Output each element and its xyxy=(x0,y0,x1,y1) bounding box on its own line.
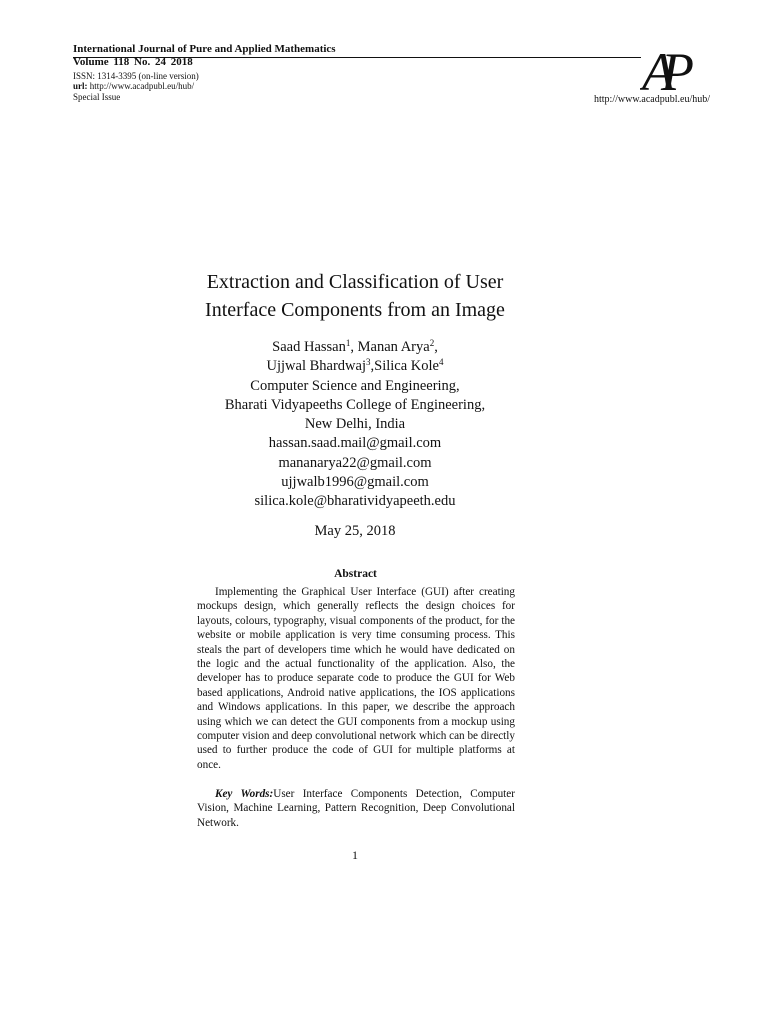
keywords-paragraph xyxy=(197,787,515,830)
paper-title-line-2: Interface Components from an Image xyxy=(205,299,505,321)
author-email[interactable]: silica.kole@bharatividyapeeth.edu xyxy=(254,493,456,510)
author-separator: , xyxy=(350,339,358,355)
author-line-1 xyxy=(130,338,580,357)
paper-date: May 25, 2018 xyxy=(314,523,396,539)
url-label: url: xyxy=(73,81,88,91)
publisher-url-link[interactable]: http://www.acadpubl.eu/hub/ xyxy=(594,94,710,105)
author-email[interactable]: hassan.saad.mail@gmail.com xyxy=(268,435,442,452)
author-block xyxy=(130,338,580,512)
author-affiliation-mark: 1 xyxy=(345,338,351,348)
keywords-text: User Interface Components Detection, Computer Vision, Machine Learning, Pattern Recognition, Deep Convolutional Network. xyxy=(197,788,515,829)
affiliation-line: Computer Science and Engineering, xyxy=(250,377,460,394)
author-name: Ujjwal Bhardwaj xyxy=(266,358,366,375)
author-name: Saad Hassan xyxy=(272,339,346,355)
special-issue-label: Special Issue xyxy=(73,92,121,102)
keywords-label: Key Words: xyxy=(215,788,274,800)
author-affiliation-mark: 3 xyxy=(366,357,371,368)
url-link[interactable]: http://www.acadpubl.eu/hub/ xyxy=(89,81,195,91)
publisher-logo-letters: AP xyxy=(642,42,680,98)
affiliation-line: Bharati Vidyapeeths College of Engineering, xyxy=(224,396,486,413)
author-separator: , xyxy=(434,339,438,355)
paper-title xyxy=(130,268,580,324)
author-name: Silica Kole xyxy=(374,358,439,375)
affiliation-line: New Delhi, India xyxy=(304,416,406,433)
url-line xyxy=(73,81,194,91)
page-number: 1 xyxy=(352,848,358,862)
author-separator: , xyxy=(370,358,375,375)
author-email[interactable]: ujjwalb1996@gmail.com xyxy=(281,474,429,491)
volume-line: Volume 118 No. 24 2018 xyxy=(73,56,193,68)
author-name: Manan Arya xyxy=(357,339,430,355)
issn-line: ISSN: 1314-3395 (on-line version) xyxy=(73,71,199,81)
paper-title-line-1: Extraction and Classification of User xyxy=(206,271,504,293)
author-affiliation-mark: 4 xyxy=(438,357,444,368)
abstract-heading: Abstract xyxy=(334,568,377,580)
author-email[interactable]: mananarya22@gmail.com xyxy=(278,454,432,471)
publisher-logo xyxy=(640,40,710,98)
author-line-2 xyxy=(130,357,580,376)
journal-name: International Journal of Pure and Applied Mathematics xyxy=(73,43,336,55)
abstract-body: Implementing the Graphical User Interface (GUI) after creating mockups design, which generally reflects the design choices for layouts, colours, typography, visual components of the product, for the website or mobile application is very time consuming process. This steals the part of developers time which he would have dedicated on the logic and the actual functionality of the application. Also, the developer has to produce separate code to produce the GUI for Web based applications, Android native applications, the IOS applications and Windows applications. In this paper, we describe the approach using which we can detect the GUI components from a mockup using computer vision and deep convolutional network which can be directly used to further produce the code of GUI for multiple platforms at once. xyxy=(197,586,515,771)
author-affiliation-mark: 2 xyxy=(429,338,435,348)
